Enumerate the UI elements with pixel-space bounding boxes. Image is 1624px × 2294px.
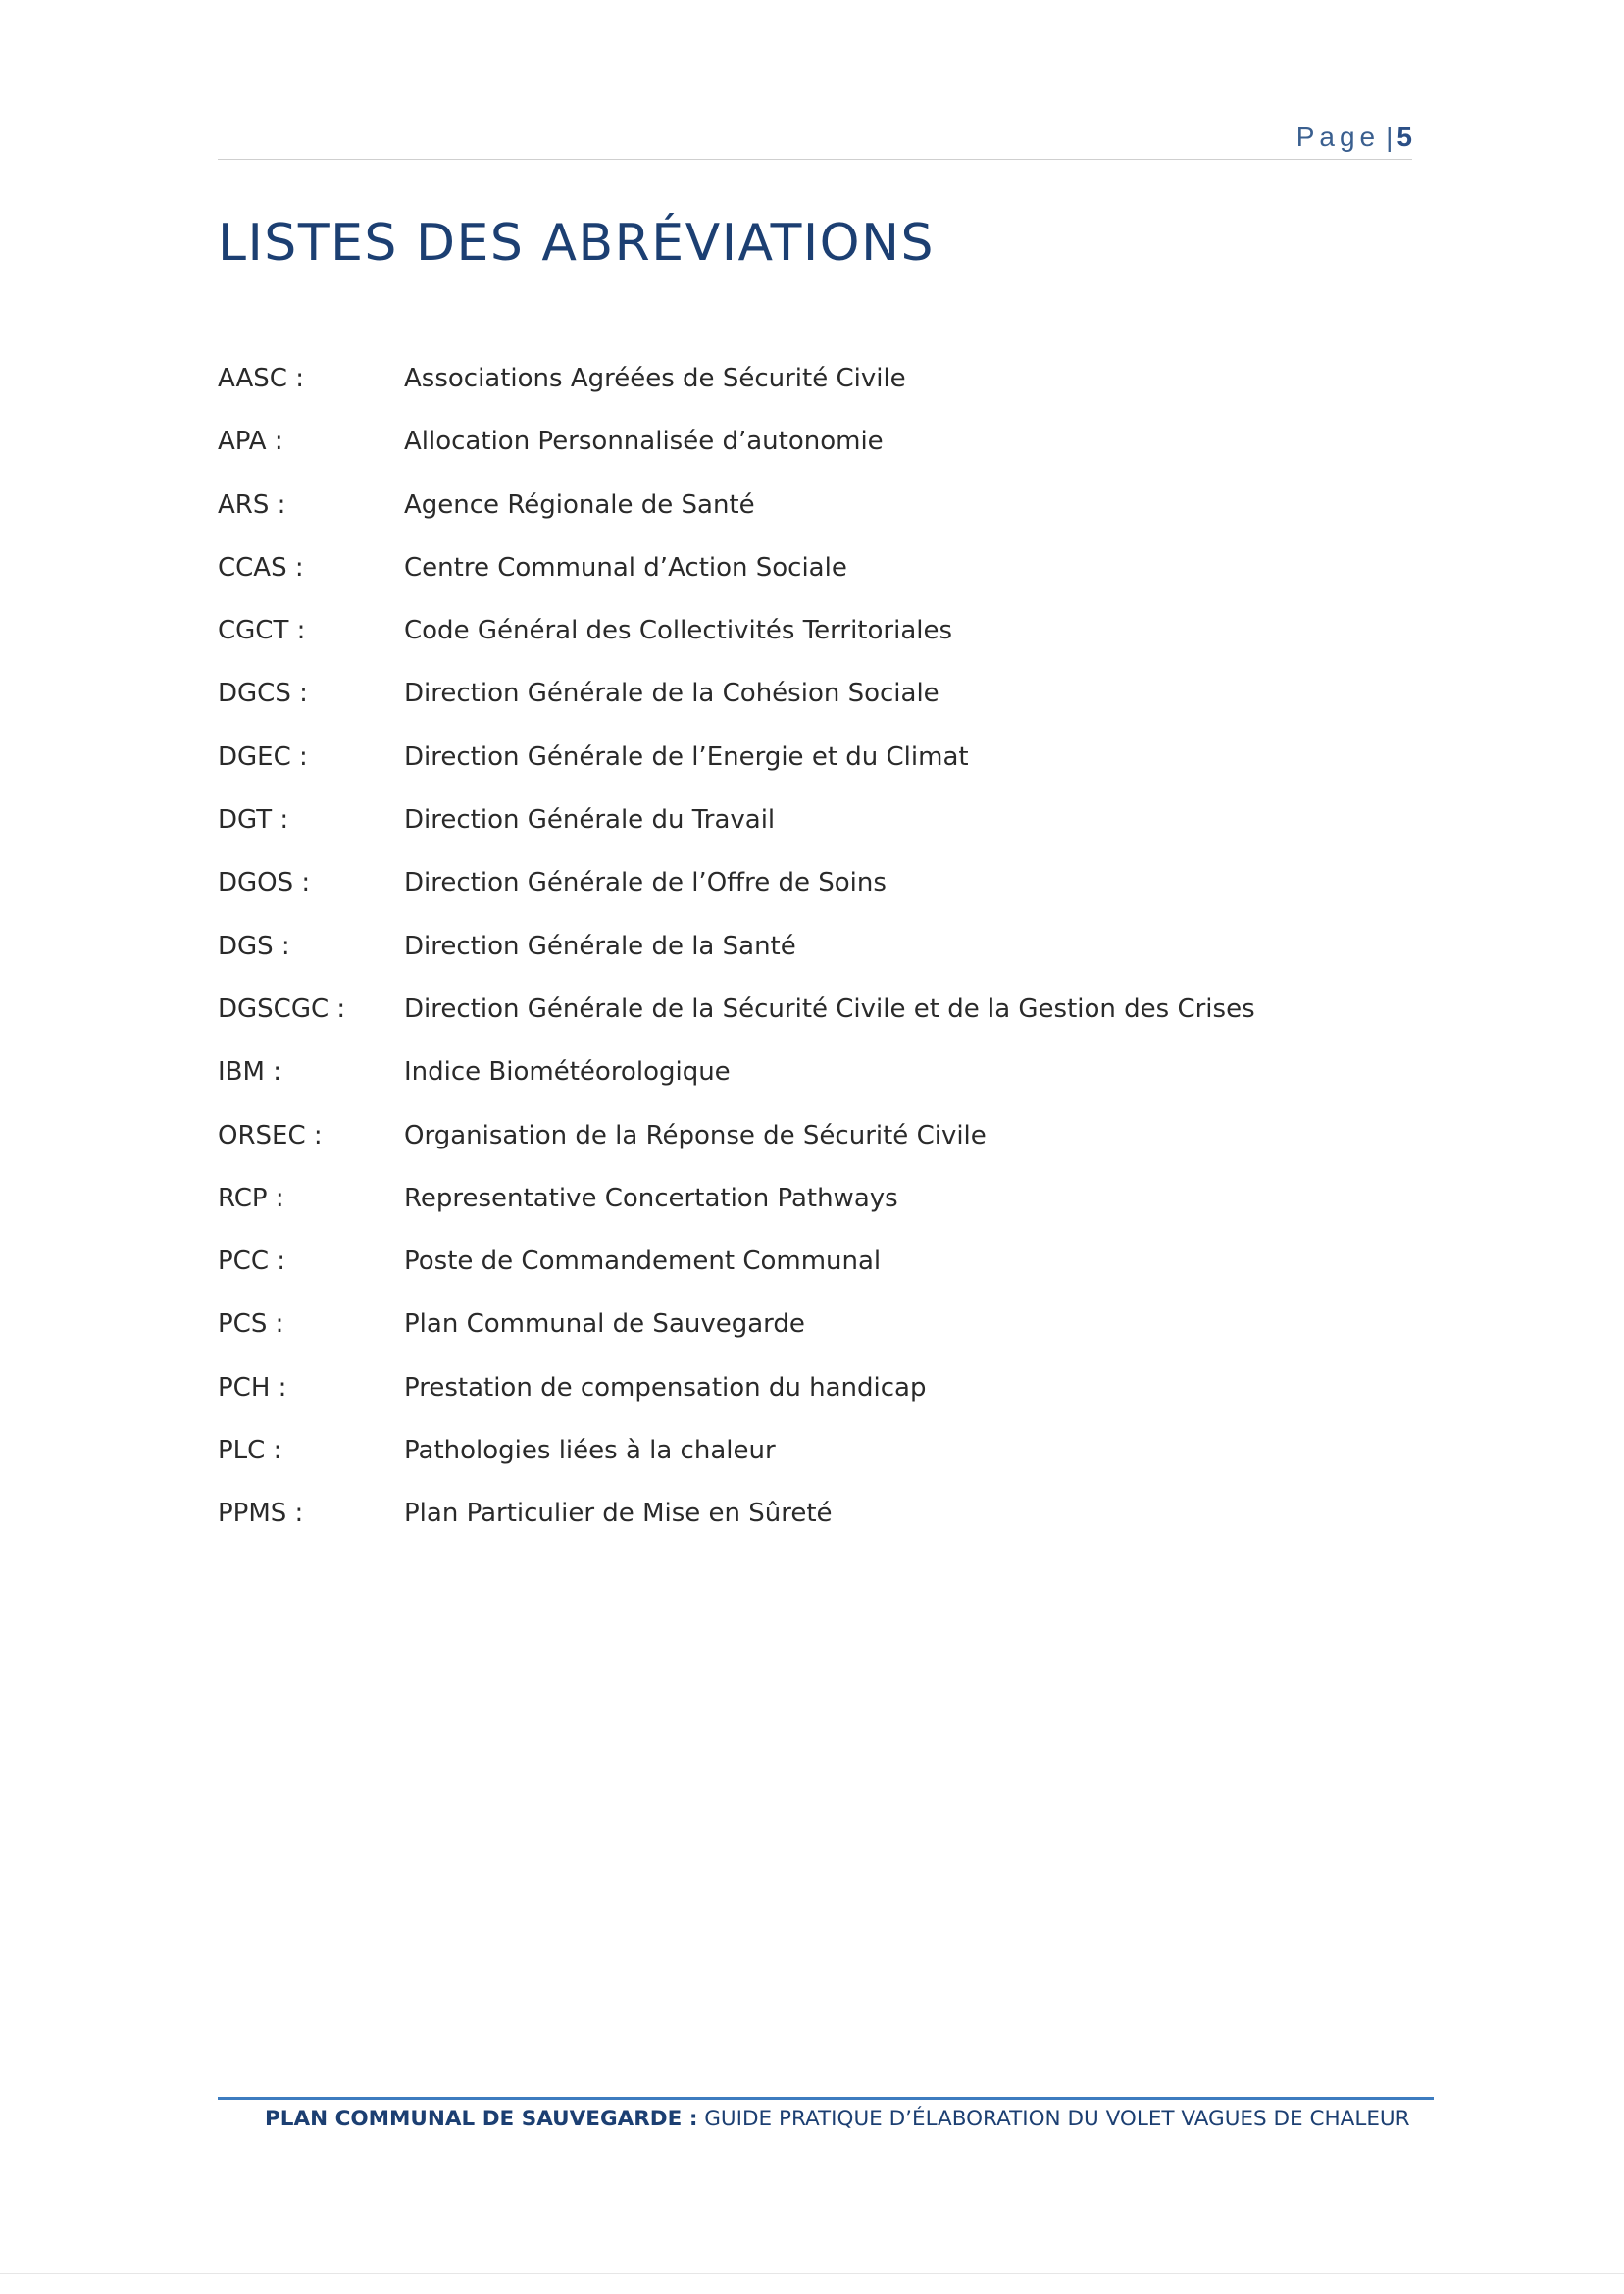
abbreviation-code: PCC : bbox=[218, 1247, 286, 1277]
abbreviation-definition: Centre Communal d’Action Sociale bbox=[404, 552, 847, 583]
abbreviation-code: RCP : bbox=[218, 1183, 284, 1213]
abbreviation-definition: Plan Communal de Sauvegarde bbox=[404, 1309, 805, 1340]
abbreviation-definition: Direction Générale de la Sécurité Civile et de la Gestion des Crises bbox=[404, 994, 1255, 1024]
abbreviation-definition: Pathologies liées à la chaleur bbox=[404, 1436, 776, 1466]
abbreviation-code: DGEC : bbox=[218, 741, 308, 772]
abbreviation-code: PCH : bbox=[218, 1372, 287, 1402]
abbreviation-row bbox=[218, 1116, 1395, 1179]
abbreviation-definition: Allocation Personnalisée d’autonomie bbox=[404, 427, 884, 457]
abbreviation-definition: Organisation de la Réponse de Sécurité Civile bbox=[404, 1120, 987, 1150]
page-header bbox=[218, 120, 1412, 160]
abbreviation-definition: Direction Générale de l’Energie et du Climat bbox=[404, 741, 969, 772]
abbreviation-row bbox=[218, 1494, 1395, 1556]
abbreviation-code: CCAS : bbox=[218, 552, 304, 583]
abbreviation-code: CGCT : bbox=[218, 616, 306, 646]
abbreviation-row bbox=[218, 1431, 1395, 1494]
abbreviation-row bbox=[218, 1368, 1395, 1431]
footer bbox=[265, 2107, 1410, 2131]
abbreviation-definition: Indice Biométéorologique bbox=[404, 1057, 731, 1088]
abbreviation-definition: Direction Générale du Travail bbox=[404, 805, 776, 836]
abbreviation-definition: Direction Générale de la Santé bbox=[404, 931, 796, 961]
abbreviation-definition: Direction Générale de la Cohésion Sociale bbox=[404, 679, 939, 709]
abbreviation-row bbox=[218, 927, 1395, 990]
page-title: LISTES DES ABRÉVIATIONS bbox=[218, 214, 936, 273]
abbreviation-row bbox=[218, 1242, 1395, 1304]
abbreviation-row bbox=[218, 674, 1395, 737]
footer-rule bbox=[218, 2097, 1434, 2100]
abbreviation-row bbox=[218, 990, 1395, 1052]
abbreviation-definition: Representative Concertation Pathways bbox=[404, 1183, 898, 1213]
abbreviation-row bbox=[218, 738, 1395, 800]
abbreviation-row bbox=[218, 863, 1395, 926]
page-separator: | bbox=[1386, 122, 1394, 152]
abbreviation-row bbox=[218, 422, 1395, 484]
abbreviation-definition: Poste de Commandement Communal bbox=[404, 1247, 882, 1277]
abbreviation-row bbox=[218, 1052, 1395, 1115]
abbreviation-definition: Code Général des Collectivités Territoriales bbox=[404, 616, 953, 646]
abbreviation-code: APA : bbox=[218, 427, 283, 457]
page-number: 5 bbox=[1396, 122, 1412, 152]
abbreviation-code: PLC : bbox=[218, 1436, 282, 1466]
scan-edge-divider bbox=[0, 2273, 1624, 2274]
abbreviation-code: AASC : bbox=[218, 364, 304, 393]
abbreviation-code: IBM : bbox=[218, 1057, 281, 1088]
abbreviation-row bbox=[218, 485, 1395, 548]
abbreviation-definition: Direction Générale de l’Offre de Soins bbox=[404, 868, 887, 898]
abbreviation-code: PCS : bbox=[218, 1309, 284, 1340]
page-label: Page bbox=[1295, 122, 1381, 152]
abbreviation-row bbox=[218, 1179, 1395, 1242]
abbreviation-code: PPMS : bbox=[218, 1499, 304, 1529]
page-number-label bbox=[1296, 122, 1412, 153]
footer-subtitle: GUIDE PRATIQUE D’ÉLABORATION DU VOLET VAGUES DE CHALEUR bbox=[704, 2107, 1410, 2131]
abbreviation-definition: Agence Régionale de Santé bbox=[404, 489, 755, 520]
abbreviation-row bbox=[218, 800, 1395, 863]
abbreviation-code: DGS : bbox=[218, 931, 290, 961]
footer-title: PLAN COMMUNAL DE SAUVEGARDE : bbox=[265, 2107, 698, 2131]
abbreviation-definition: Prestation de compensation du handicap bbox=[404, 1372, 927, 1402]
abbreviation-code: DGSCGC : bbox=[218, 994, 346, 1024]
abbreviation-row bbox=[218, 1304, 1395, 1367]
abbreviation-row bbox=[218, 548, 1395, 611]
abbreviation-code: ORSEC : bbox=[218, 1120, 323, 1150]
abbreviation-code: DGT : bbox=[218, 805, 289, 836]
abbreviation-code: DGCS : bbox=[218, 679, 308, 709]
abbreviation-list bbox=[218, 359, 1395, 1557]
abbreviation-definition: Plan Particulier de Mise en Sûreté bbox=[404, 1499, 833, 1529]
abbreviation-code: DGOS : bbox=[218, 868, 311, 898]
abbreviation-code: ARS : bbox=[218, 489, 286, 520]
abbreviation-row bbox=[218, 359, 1395, 422]
abbreviation-definition: Associations Agréées de Sécurité Civile bbox=[404, 364, 906, 393]
abbreviation-row bbox=[218, 611, 1395, 674]
